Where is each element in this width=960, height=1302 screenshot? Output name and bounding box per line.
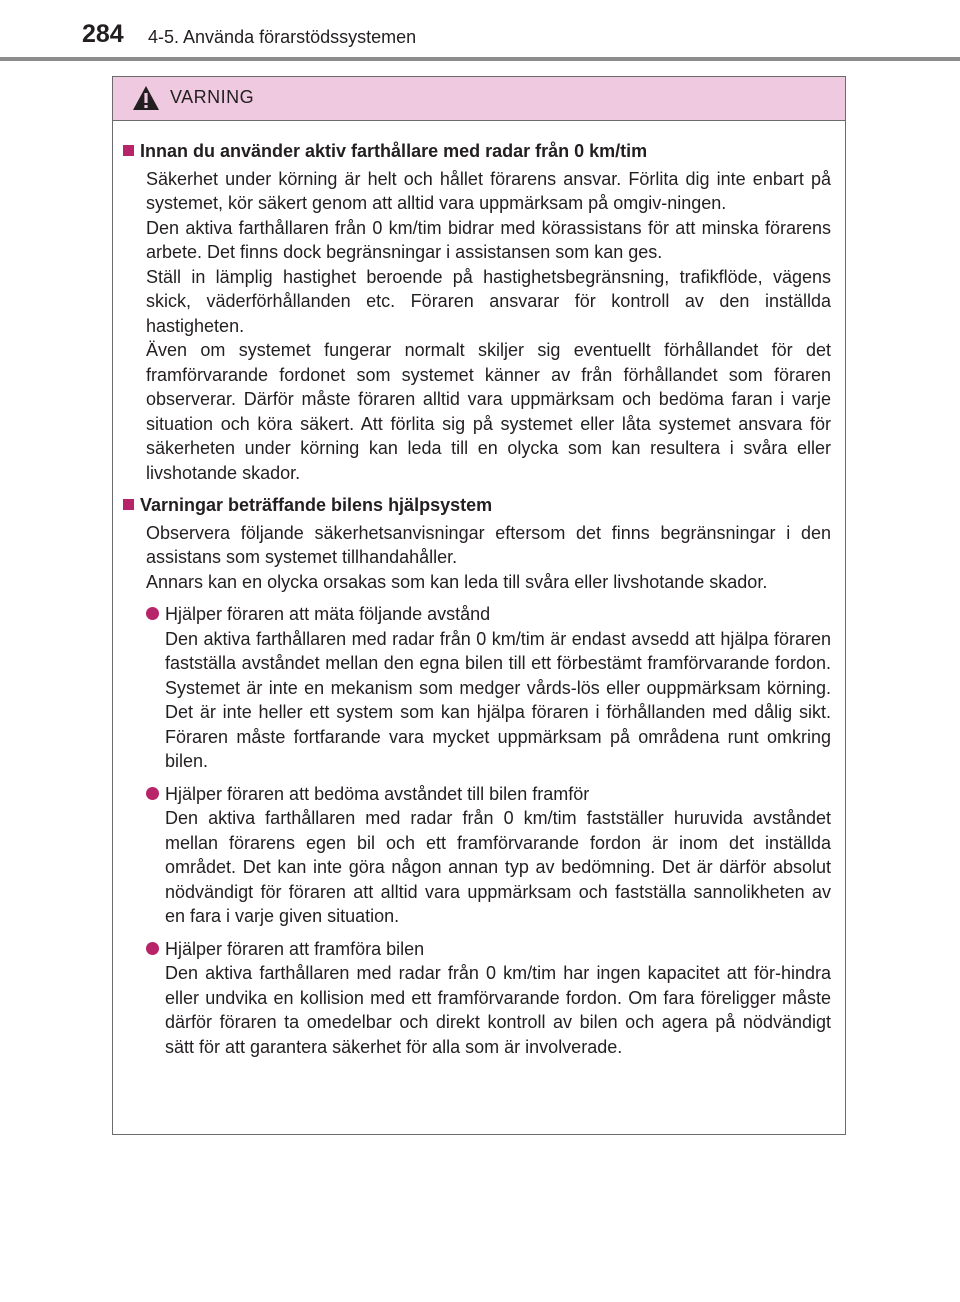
list-item bbox=[146, 937, 831, 1060]
paragraph: Även om systemet fungerar normalt skiljer sig eventuellt förhållandet för det framförvarande fordonet som systemet känner av från förhållandet som föraren observerar. Därför måste föraren alltid vara uppmärksam och bedöma faran i varje situation och köra säkert. Att förlita sig på systemet eller låta systemet ansvara för säkerheten under körning kan leda till en olycka som kan resultera i svåra eller livshotande skador. bbox=[146, 340, 831, 483]
square-bullet-icon bbox=[123, 145, 134, 156]
page-header bbox=[0, 0, 960, 62]
list-item-heading bbox=[146, 937, 831, 962]
paragraph: Säkerhet under körning är helt och hållet förarens ansvar. Förlita dig inte enbart på systemet, kör säkert genom att alltid vara uppmärksam på omgiv-ningen. bbox=[146, 168, 831, 213]
paragraph: Annars kan en olycka orsakas som kan leda till svåra eller livshotande skador. bbox=[146, 571, 768, 592]
list-item-text: Den aktiva farthållaren med radar från 0 km/tim är endast avsedd att hjälpa föraren fastställa avståndet mellan den egna bilen till ett förbestämt framförvarande fordon. Systemet är inte en mekanism som medger vårds-lös eller ouppmärksam körning. Det är inte heller ett system som kan hjälpa föraren i förhållanden med dålig sikt. Föraren måste fortfarande vara mycket uppmärksam på områdena runt omkring bilen. bbox=[165, 628, 831, 771]
section-heading bbox=[123, 493, 831, 518]
list-item-heading bbox=[146, 782, 831, 807]
warning-title: VARNING bbox=[170, 87, 255, 107]
section-heading-text: Varningar beträffande bilens hjälpsystem bbox=[140, 495, 493, 515]
list-item-heading-text: Hjälper föraren att bedöma avståndet till bilen framför bbox=[165, 783, 590, 804]
list-item-heading-text: Hjälper föraren att framföra bilen bbox=[165, 938, 425, 959]
section-heading-text: Innan du använder aktiv farthållare med radar från 0 km/tim bbox=[140, 141, 648, 161]
warning-section-assist-systems bbox=[123, 493, 831, 1059]
square-bullet-icon bbox=[123, 499, 134, 510]
list-item-heading bbox=[146, 602, 831, 627]
warning-triangle-icon bbox=[132, 85, 160, 111]
round-bullet-icon bbox=[146, 607, 159, 620]
warning-header bbox=[113, 77, 845, 121]
round-bullet-icon bbox=[146, 942, 159, 955]
list-item-heading-text: Hjälper föraren att mäta följande avstånd bbox=[165, 604, 491, 624]
list-item bbox=[146, 602, 831, 774]
warning-content bbox=[113, 121, 845, 1059]
paragraph: Den aktiva farthållaren från 0 km/tim bidrar med körassistans för att minska förarens arbete. Det finns dock begränsningar i assistansen som kan ges. bbox=[146, 217, 831, 262]
round-bullet-icon bbox=[146, 787, 159, 800]
page-number: 284 bbox=[82, 20, 124, 48]
header-divider bbox=[0, 57, 960, 61]
list-item-text: Den aktiva farthållaren med radar från 0 km/tim har ingen kapacitet att för-hindra eller undvika en kollision med ett framförvarande fordon. Om fara föreligger måste därför föraren ta omedelbar och direkt kontroll av bilen och agera på nödvändigt sätt för att garantera säkerhet för alla som är involverade. bbox=[165, 963, 831, 1057]
warning-box bbox=[112, 76, 846, 1135]
warning-section-before-use bbox=[123, 139, 831, 485]
section-title: 4-5. Använda förarstödssystemen bbox=[148, 27, 417, 47]
list-item bbox=[146, 782, 831, 929]
section-heading bbox=[123, 139, 831, 164]
list-item-text: Den aktiva farthållaren med radar från 0 km/tim fastställer huruvida avståndet mellan förarens egen bil och ett framförvarande fordon är inom det inställda området. Det kan inte göra någon annan typ av bedömning. Det är därför absolut nödvändigt för föraren att alltid vara uppmärksam och fastställa sannolikheten av en fara i varje given situation. bbox=[165, 808, 831, 926]
paragraph: Observera följande säkerhetsanvisningar eftersom det finns begränsningar i den assistans som systemet tillhandahåller. bbox=[146, 522, 831, 567]
paragraph: Ställ in lämplig hastighet beroende på hastighetsbegränsning, trafikflöde, vägens skick, väderförhållanden etc. Föraren ansvarar för kontroll av den inställda hastigheten. bbox=[146, 266, 831, 336]
